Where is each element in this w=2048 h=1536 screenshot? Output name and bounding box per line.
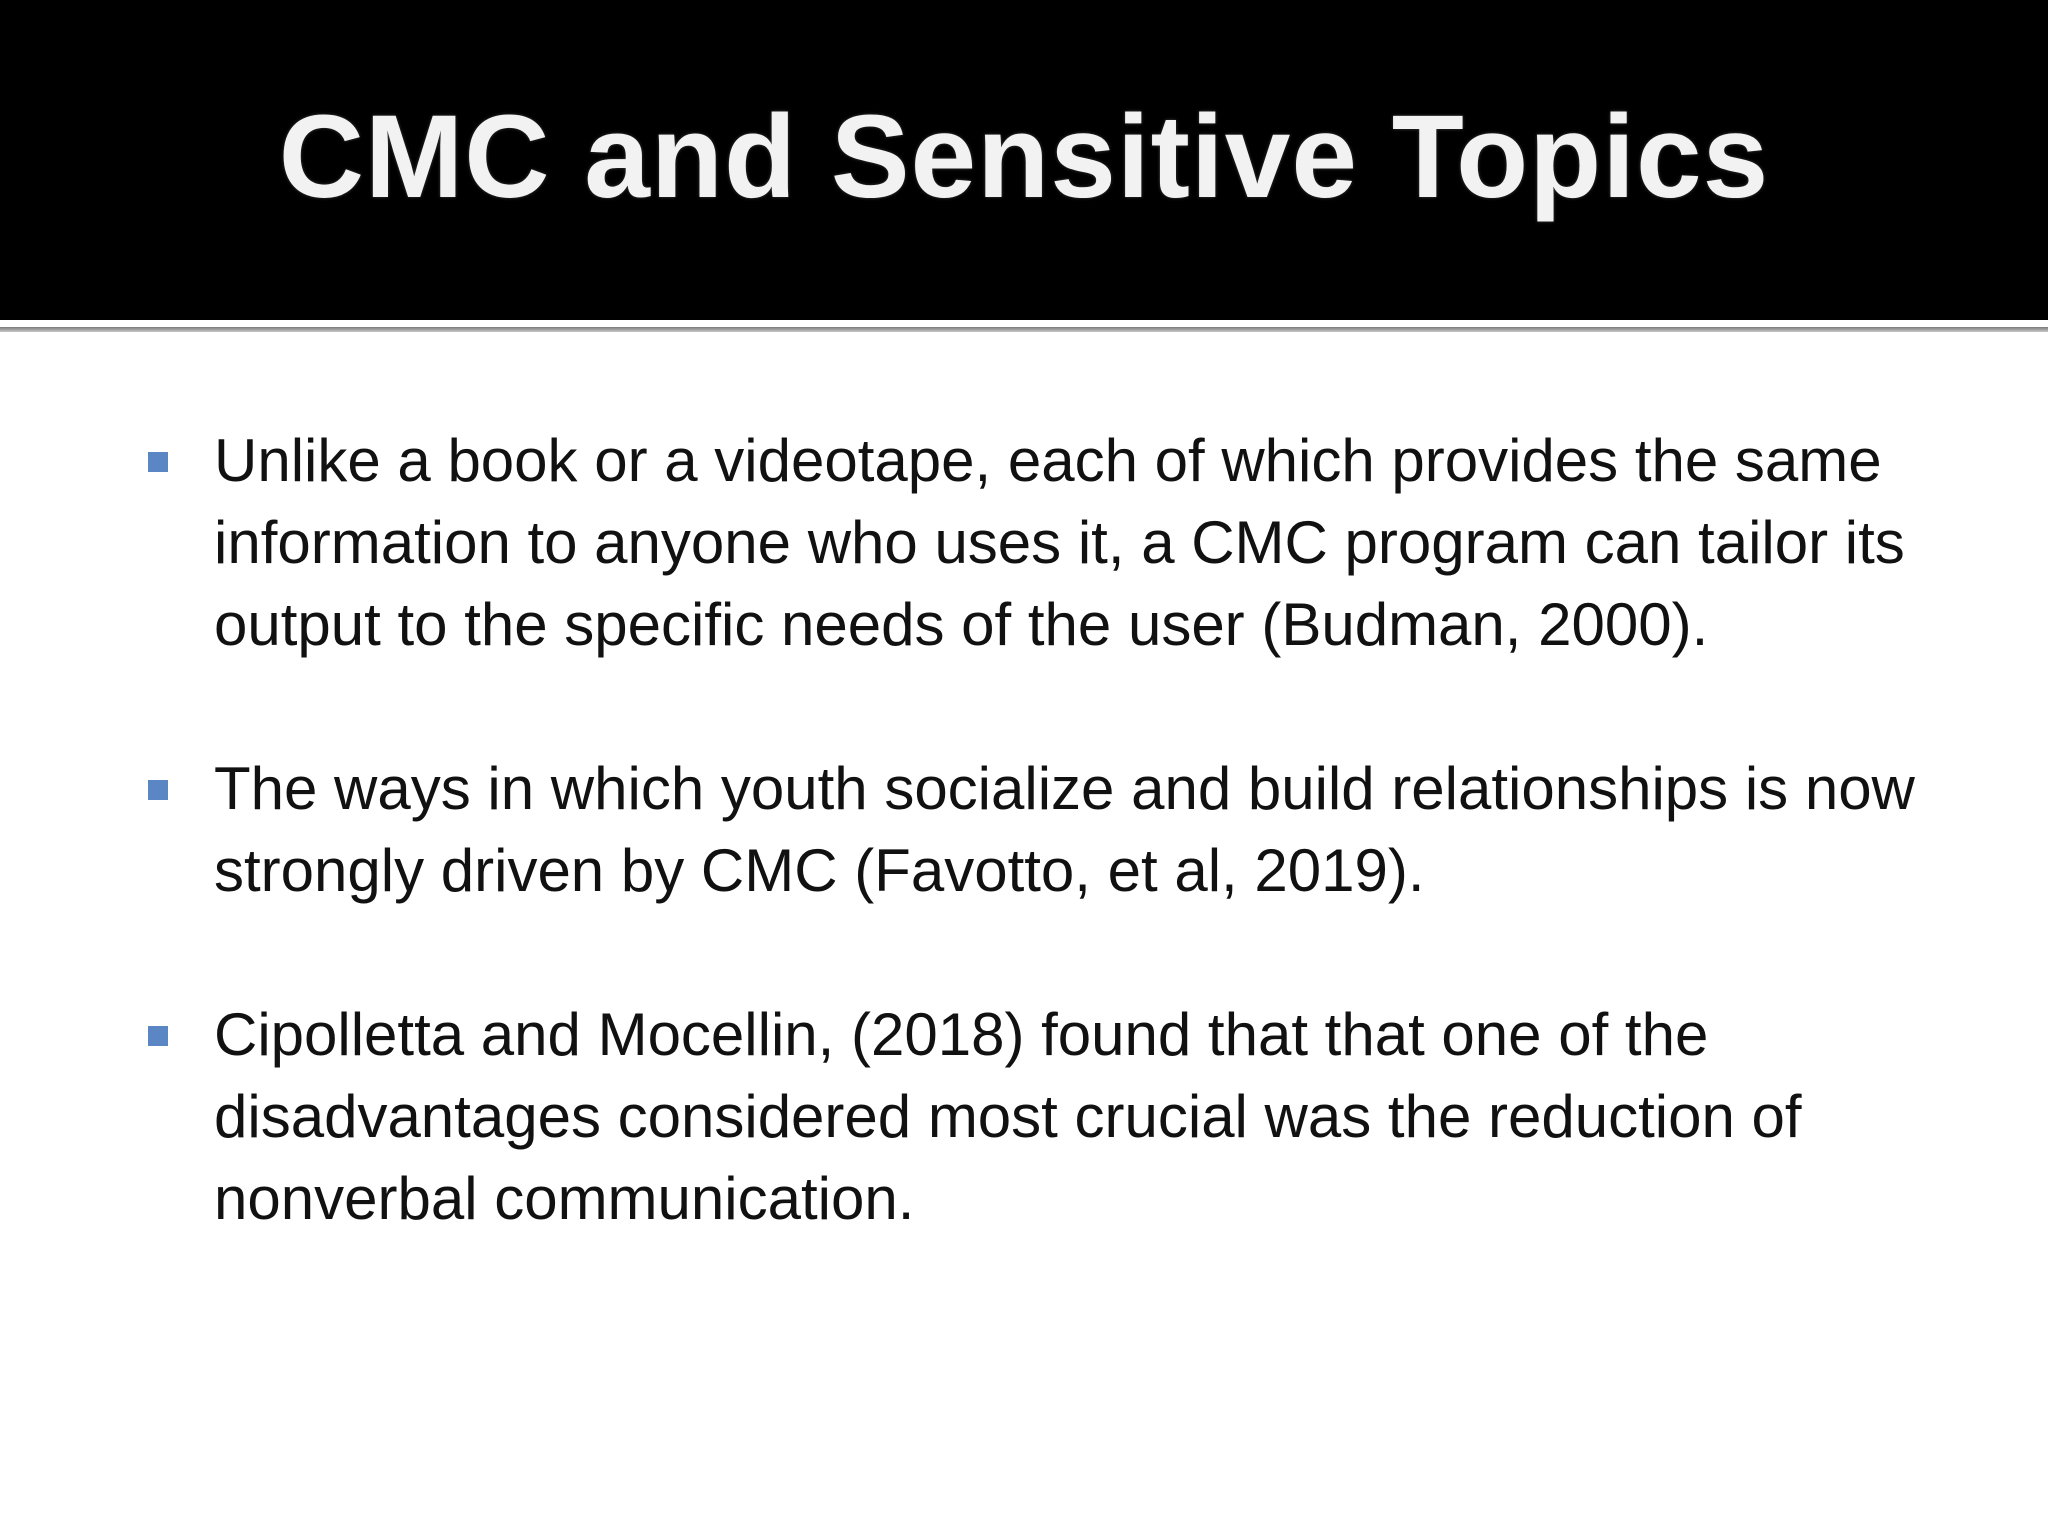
bullet-item-3 [140,994,1960,1240]
bullet-list [140,420,1960,1240]
title-separator-line [0,327,2048,332]
slide-title: CMC and Sensitive Topics [278,91,1770,223]
title-separator-gap [0,320,2048,327]
bullet-text-2: The ways in which youth socialize and build relationships is now strongly driven by CMC (Favotto, et al, 2019). [214,755,1915,904]
title-bar [0,0,2048,320]
bullet-text-3: Cipolletta and Mocellin, (2018) found that that one of the disadvantages considered most crucial was the reduction of nonverbal communication. [214,1001,1802,1232]
square-bullet-icon [148,452,168,472]
square-bullet-icon [148,1026,168,1046]
square-bullet-icon [148,780,168,800]
bullet-text-1: Unlike a book or a videotape, each of which provides the same information to anyone who uses it, a CMC program can tailor its output to the specific needs of the user (Budman, 2000). [214,427,1905,658]
bullet-item-1 [140,420,1960,666]
bullet-item-2 [140,748,1960,912]
